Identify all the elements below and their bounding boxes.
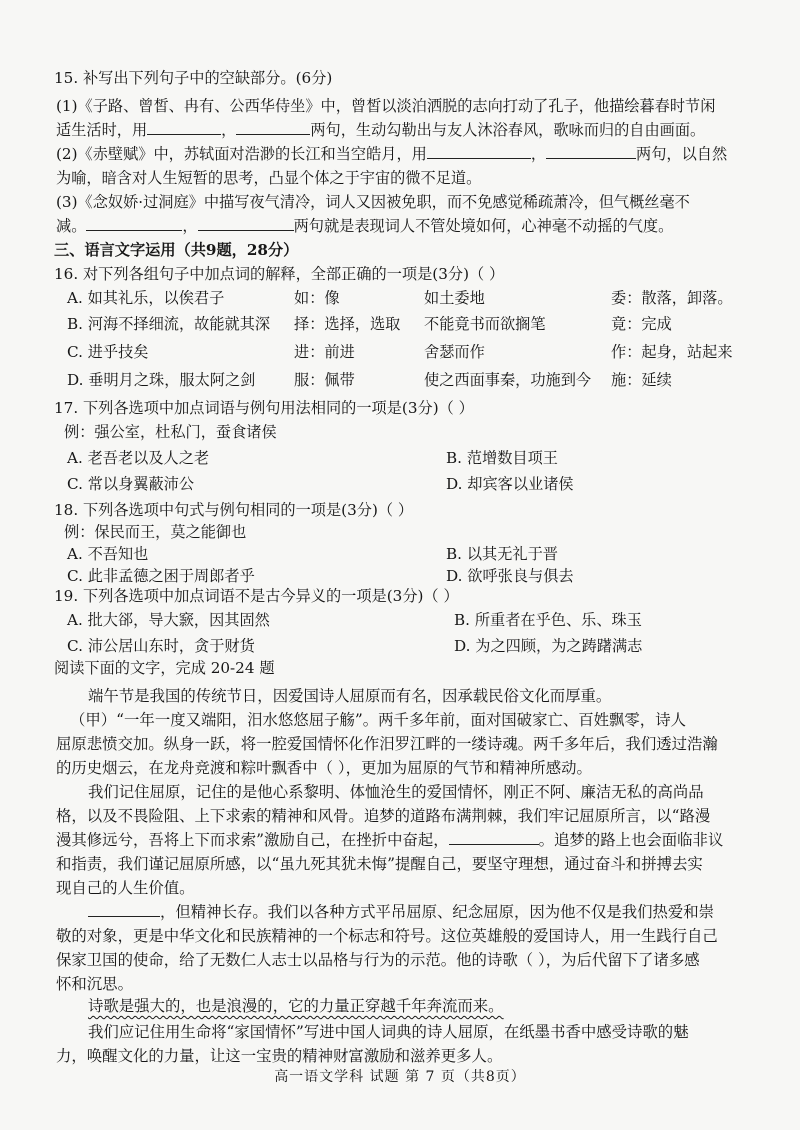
- q16-d-gloss: 服：佩带: [294, 371, 355, 389]
- q15-item2-suffix: 两句，以自然: [636, 145, 728, 163]
- q15-item1-prefix: 适生活时，用: [56, 121, 148, 139]
- q15-blank-6[interactable]: [198, 214, 294, 231]
- q15-item1-suffix: 两句，生动勾勒出与友人沐浴春风，歌咏而归的自由画面。: [310, 121, 706, 139]
- q15-item1-line2: [56, 118, 800, 142]
- essay-para2-line3-text: 漫其修远兮，吾将上下而求索”激励自己，在挫折中奋起，: [56, 831, 449, 849]
- q17-option-d: D. 却宾客以业诸侯: [446, 475, 574, 493]
- essay-para1-line1: （甲）“一年一度又端阳，汨水悠悠屈子觞”。两千多年前，面对国破家亡、百姓飘零，诗人: [70, 711, 686, 729]
- q16-c-sentence: C. 进乎技矣: [67, 343, 149, 361]
- q16-a-gloss: 如：像: [294, 289, 340, 307]
- reading-instruction: 阅读下面的文字，完成 20-24 题: [54, 659, 275, 677]
- q16-a-sentence2: 如土委地: [424, 289, 485, 307]
- section-3-heading: 三、语言文字运用（共9题，28分）: [54, 241, 299, 259]
- q15-blank-5[interactable]: [86, 214, 182, 231]
- essay-para3-line1: [88, 900, 800, 924]
- essay-highlighted-sentence: 诗歌是强大的，也是浪漫的，它的力量正穿越千年奔流而来。: [88, 997, 504, 1015]
- q18-title: 18. 下列各选项中句式与例句相同的一项是(3分)（ ）: [54, 501, 414, 519]
- page-footer: 高一语文学科 试题 第 7 页（共8页）: [274, 1069, 526, 1085]
- q16-d-sentence: D. 垂明月之珠，服太阿之剑: [67, 371, 256, 389]
- q16-a-sentence: A. 如其礼乐，以俟君子: [67, 289, 225, 307]
- essay-para5-line2: 力，唤醒文化的力量，让这一宝贵的精神财富激励和滋养更多人。: [56, 1047, 503, 1065]
- essay-para3-line2: 敬的对象，更是中华文化和民族精神的一个标志和符号。这位英雄般的爱国诗人，用一生践行自己: [56, 927, 718, 945]
- essay-blank-2[interactable]: [88, 900, 160, 917]
- q16-d-gloss2: 施：延续: [611, 371, 672, 389]
- q15-item1-line1: (1)《子路、曾皙、冉有、公西华侍坐》中，曾皙以淡泊洒脱的志向打动了孔子，他描绘暮春时节闲: [56, 97, 716, 115]
- q15-title: 15. 补写出下列句子中的空缺部分。(6分): [54, 69, 333, 87]
- q18-option-d: D. 欲呼张良与俱去: [446, 567, 574, 585]
- q19-option-a: A. 批大郤，导大窾，因其固然: [67, 611, 270, 629]
- q16-b-gloss: 择：选择，选取: [294, 315, 401, 333]
- q16-c-gloss: 进：前进: [294, 343, 355, 361]
- q15-blank-1[interactable]: [147, 118, 221, 135]
- q16-b-sentence2: 不能竟书而欲搁笔: [424, 315, 546, 333]
- essay-intro: 端午节是我国的传统节日，因爱国诗人屈原而有名，因承载民俗文化而厚重。: [88, 687, 612, 705]
- q15-item3-line1: (3)《念奴娇·过洞庭》中描写夜气清冷，词人又因被免职，而不免感觉稀疏萧冷，但气概丝毫不: [56, 193, 690, 211]
- q16-c-sentence2: 舍瑟而作: [424, 343, 485, 361]
- q15-blank-2[interactable]: [236, 118, 310, 135]
- q15-item2-prefix: (2)《赤壁赋》中，苏轼面对浩渺的长江和当空皓月，用: [56, 145, 427, 163]
- q17-option-a: A. 老吾老以及人之老: [67, 449, 210, 467]
- essay-para1-line3: 的历史烟云，在龙舟竞渡和粽叶飘香中（ ），更加为屈原的气节和精神所感动。: [56, 759, 592, 777]
- essay-para3-line1-text: ，但精神长存。我们以各种方式平吊屈原、纪念屈原，因为他不仅是我们热爱和崇: [160, 903, 715, 921]
- q16-c-gloss2: 作：起身，站起来: [611, 343, 733, 361]
- q19-option-b: B. 所重者在乎色、乐、珠玉: [454, 611, 642, 629]
- q17-option-c: C. 常以身翼蔽沛公: [67, 475, 195, 493]
- q19-option-d: D. 为之四顾，为之踌躇满志: [454, 637, 643, 655]
- q15-item1-sep: ，: [221, 121, 237, 139]
- q16-title: 16. 对下列各组句子中加点词的解释，全部正确的一项是(3分)（ ）: [54, 265, 505, 283]
- q15-item3-sep: ，: [182, 217, 198, 235]
- q18-example: 例：保民而王，莫之能御也: [64, 523, 247, 541]
- q15-item2-line2: 为喻，暗含对人生短暂的思考，凸显个体之于宇宙的微不足道。: [56, 169, 482, 187]
- essay-para5-line1: 我们应记住用生命将“家国情怀”写进中国人词典的诗人屈原，在纸墨书香中感受诗歌的魅: [88, 1023, 689, 1041]
- essay-para2-line1: 我们记住屈原，记住的是他心系黎明、体恤沧生的爱国情怀，刚正不阿、廉洁无私的高尚品: [88, 783, 704, 801]
- q17-title: 17. 下列各选项中加点词语与例句用法相同的一项是(3分)（ ）: [54, 399, 474, 417]
- q18-option-b: B. 以其无礼于晋: [446, 545, 558, 563]
- q18-option-c: C. 此非孟德之困于周郎者乎: [67, 567, 255, 585]
- q18-option-a: A. 不吾知也: [67, 545, 149, 563]
- essay-para1-line2: 屈原悲愤交加。纵身一跃，将一腔爱国情怀化作汨罗江畔的一缕诗魂。两千多年后，我们透过浩瀚: [56, 735, 718, 753]
- essay-para2-line2: 格，以及不畏险阻、上下求索的精神和风骨。追梦的道路布满荆棘，我们牢记屈原所言，以“路漫: [56, 807, 711, 825]
- essay-para3-line4: 怀和沉思。: [56, 975, 133, 993]
- essay-para2-line4: 和指责，我们谨记屈原所感，以“虽九死其犹未悔”提醒自己，要坚守理想，通过奋斗和拼搏去实: [56, 855, 703, 873]
- essay-para2-line3: [56, 828, 800, 852]
- q15-item3-suffix: 两句就是表现词人不管处境如何，心神毫不动摇的气度。: [293, 217, 674, 235]
- q15-item3-prefix: 减。: [56, 217, 87, 235]
- q15-item2-sep: ，: [530, 145, 547, 163]
- q17-example: 例：强公室，杜私门，蚕食诸侯: [64, 423, 277, 441]
- essay-para2-line5: 现自己的人生价值。: [56, 879, 195, 897]
- q16-d-sentence2: 使之西面事秦，功施到今: [424, 371, 592, 389]
- essay-para3-line3: 保家卫国的使命，给了无数仁人志士以品格与行为的示范。他的诗歌（ ），为后代留下了诸多感: [56, 951, 700, 969]
- essay-blank-1[interactable]: [449, 828, 539, 845]
- q15-item3-line2: [56, 214, 800, 238]
- q15-item2-line1: [56, 142, 800, 166]
- q15-blank-3[interactable]: [427, 142, 531, 159]
- q16-b-gloss2: 竟：完成: [611, 315, 672, 333]
- q19-title: 19. 下列各选项中加点词语不是古今异义的一项是(3分)（ ）: [54, 587, 459, 605]
- q19-option-c: C. 沛公居山东时，贪于财货: [67, 637, 255, 655]
- q16-b-sentence: B. 河海不择细流，故能就其深: [67, 315, 271, 333]
- essay-para2-line3-tail: 。追梦的路上也会面临非议: [538, 831, 724, 849]
- q16-a-gloss2: 委：散落，卸落。: [611, 289, 733, 307]
- q15-blank-4[interactable]: [546, 142, 636, 159]
- q17-option-b: B. 范增数目项王: [446, 449, 558, 467]
